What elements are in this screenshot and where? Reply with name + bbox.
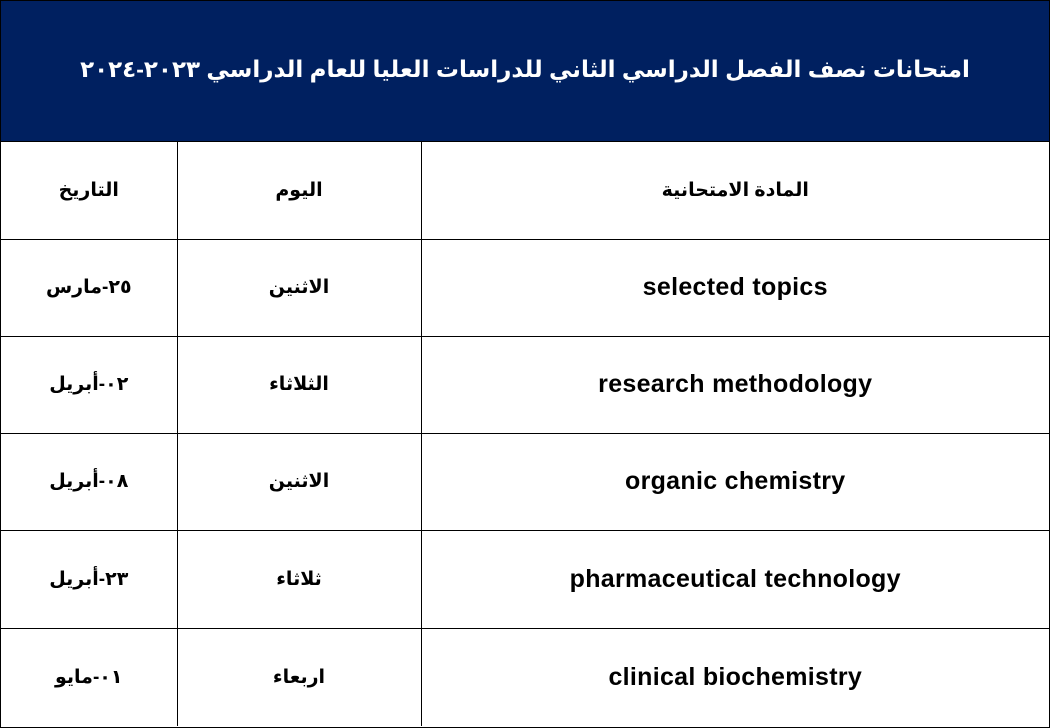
date-cell xyxy=(1,433,177,530)
exam-day: الثلاثاء xyxy=(269,374,329,395)
exam-schedule-table xyxy=(1,142,1049,726)
header-subject: المادة الامتحانية xyxy=(661,179,809,201)
exam-subject: clinical biochemistry xyxy=(608,662,863,691)
exam-date: ٠١-مايو xyxy=(55,666,123,688)
date-cell xyxy=(1,530,177,628)
table-row xyxy=(1,530,1049,628)
day-cell xyxy=(177,239,421,336)
exam-subject: organic chemistry xyxy=(625,467,846,495)
exam-day: اربعاء xyxy=(272,666,326,688)
title-bar xyxy=(1,1,1049,142)
day-cell xyxy=(177,628,421,726)
header-date-cell xyxy=(1,142,177,239)
exam-day: ثلاثاء xyxy=(276,568,322,590)
schedule-title: امتحانات نصف الفصل الدراسي الثاني للدراسات العليا للعام الدراسي ٢٠٢٣-٢٠٢٤ xyxy=(80,55,970,82)
table-header-row xyxy=(1,142,1049,239)
exam-date: ٢٥-مارس xyxy=(45,277,132,298)
header-day-cell xyxy=(177,142,421,239)
header-day: اليوم xyxy=(275,179,323,201)
subject-cell xyxy=(421,336,1049,433)
header-subject-cell xyxy=(421,142,1049,239)
exam-subject: research methodology xyxy=(598,370,873,398)
subject-cell xyxy=(421,239,1049,336)
date-cell xyxy=(1,239,177,336)
subject-cell xyxy=(421,628,1049,726)
table-row xyxy=(1,239,1049,336)
day-cell xyxy=(177,530,421,628)
day-cell xyxy=(177,433,421,530)
exam-day: الاثنين xyxy=(268,471,330,492)
subject-cell xyxy=(421,433,1049,530)
exam-date: ٠٨-أبريل xyxy=(49,471,129,492)
subject-cell xyxy=(421,530,1049,628)
table-row xyxy=(1,336,1049,433)
date-cell xyxy=(1,336,177,433)
table-row xyxy=(1,433,1049,530)
exam-date: ٢٣-أبريل xyxy=(49,568,129,590)
header-date: التاريخ xyxy=(58,179,119,201)
exam-day: الاثنين xyxy=(268,277,330,298)
exam-subject: pharmaceutical technology xyxy=(569,564,901,593)
exam-date: ٠٢-أبريل xyxy=(49,374,129,395)
exam-subject: selected topics xyxy=(642,273,828,301)
day-cell xyxy=(177,336,421,433)
table-row xyxy=(1,628,1049,726)
date-cell xyxy=(1,628,177,726)
